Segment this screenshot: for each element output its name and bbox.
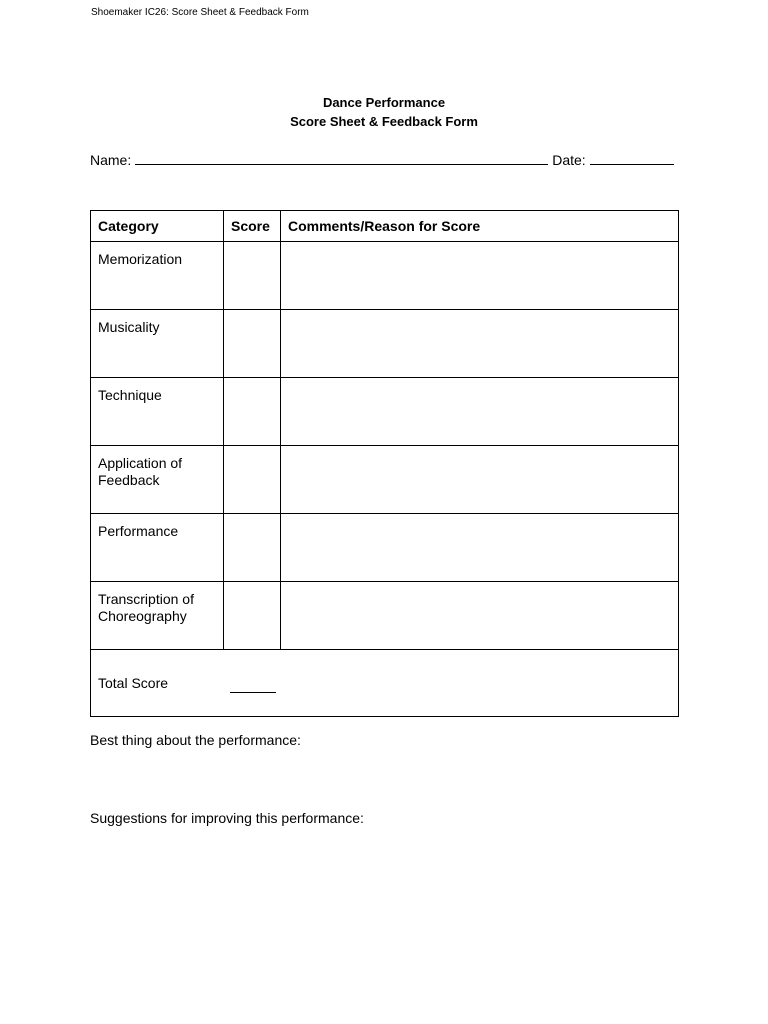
- comments-cell-performance[interactable]: [281, 514, 679, 582]
- total-score-cell: [91, 650, 679, 717]
- document-subtitle: Score Sheet & Feedback Form: [290, 114, 478, 129]
- comments-cell-musicality[interactable]: [281, 310, 679, 378]
- table-row: [91, 310, 679, 378]
- name-date-row: [90, 152, 674, 168]
- category-transcription-of-choreography: Transcription of Choreography: [91, 582, 224, 650]
- total-score-field[interactable]: [230, 682, 276, 693]
- table-row: [91, 514, 679, 582]
- table-row: [91, 582, 679, 650]
- category-performance: Performance: [91, 514, 224, 582]
- total-score-row: [91, 650, 679, 717]
- score-cell-performance[interactable]: [224, 514, 281, 582]
- score-cell-memorization[interactable]: [224, 242, 281, 310]
- score-cell-application-of-feedback[interactable]: [224, 446, 281, 514]
- category-application-of-feedback: Application of Feedback: [91, 446, 224, 514]
- comments-cell-memorization[interactable]: [281, 242, 679, 310]
- category-memorization: Memorization: [91, 242, 224, 310]
- score-cell-musicality[interactable]: [224, 310, 281, 378]
- document-title: Dance Performance: [322, 95, 446, 110]
- header-score: Score: [224, 211, 281, 242]
- best-thing-prompt: Best thing about the performance:: [90, 732, 301, 748]
- table-row: [91, 446, 679, 514]
- comments-cell-application-of-feedback[interactable]: [281, 446, 679, 514]
- name-label: Name:: [90, 152, 132, 168]
- score-table: [90, 210, 679, 717]
- total-score-label: Total Score: [98, 675, 169, 691]
- score-cell-transcription-of-choreography[interactable]: [224, 582, 281, 650]
- header-category: Category: [91, 211, 224, 242]
- comments-cell-technique[interactable]: [281, 378, 679, 446]
- header-comments: Comments/Reason for Score: [281, 211, 679, 242]
- suggestions-prompt: Suggestions for improving this performance:: [90, 810, 364, 826]
- category-musicality: Musicality: [91, 310, 224, 378]
- name-field[interactable]: [135, 152, 548, 165]
- table-row: [91, 242, 679, 310]
- date-label: Date:: [552, 152, 586, 168]
- comments-cell-transcription-of-choreography[interactable]: [281, 582, 679, 650]
- document-header: Shoemaker IC26: Score Sheet & Feedback Form: [91, 7, 309, 18]
- date-field[interactable]: [590, 152, 674, 165]
- category-technique: Technique: [91, 378, 224, 446]
- score-cell-technique[interactable]: [224, 378, 281, 446]
- table-header-row: [91, 211, 679, 242]
- table-row: [91, 378, 679, 446]
